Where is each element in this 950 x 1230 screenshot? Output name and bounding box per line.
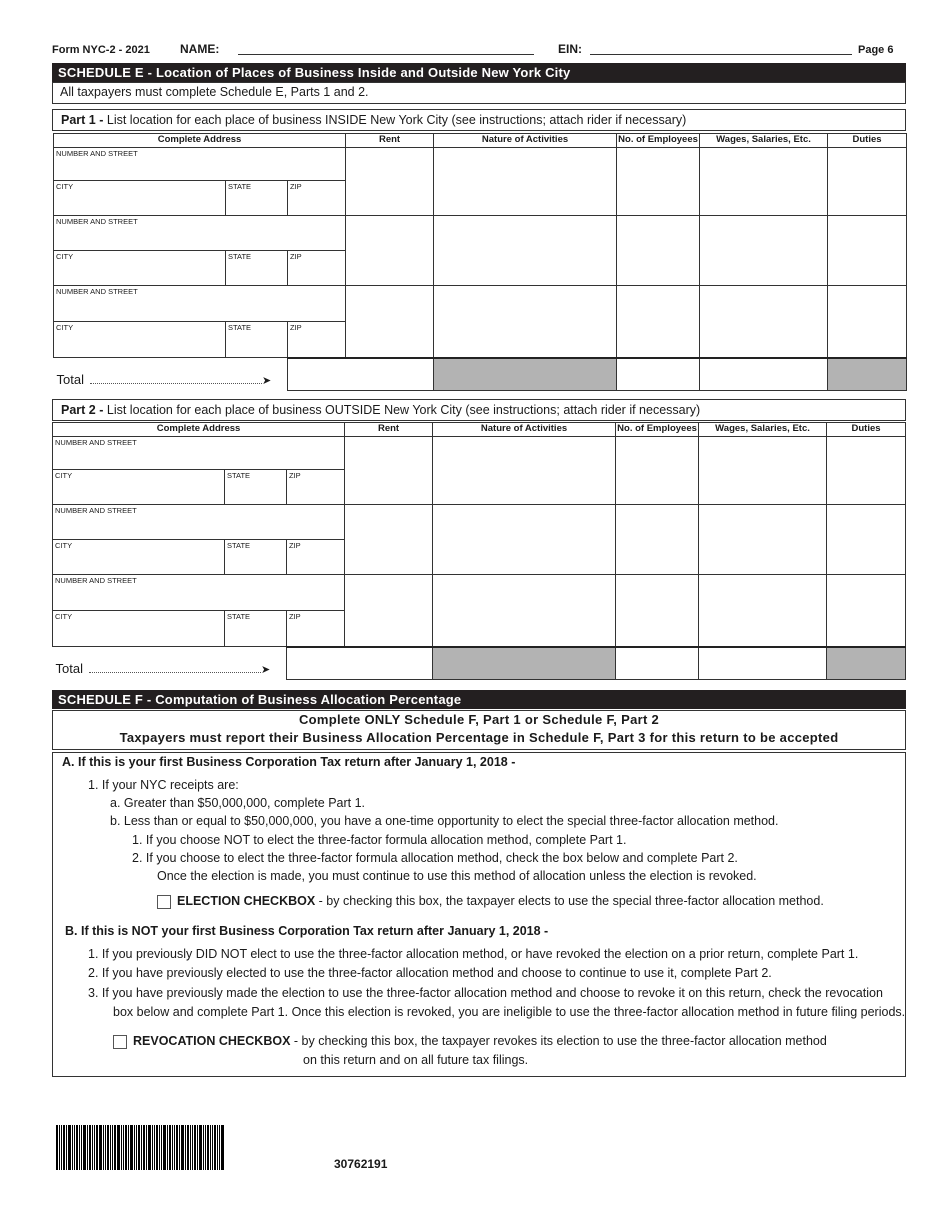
zip-field[interactable]: ZIP bbox=[287, 470, 345, 505]
city-field[interactable]: CITY bbox=[53, 540, 225, 575]
election-row bbox=[157, 894, 824, 909]
rent-cell[interactable] bbox=[345, 575, 433, 647]
total-duties-shaded bbox=[828, 358, 907, 391]
nature-cell[interactable] bbox=[433, 505, 616, 575]
a1b2-text: 2. If you choose to elect the three-factor formula allocation method, check the box below and complete Part 2. bbox=[132, 851, 738, 865]
part2-label: Part 2 - bbox=[61, 403, 104, 417]
employees-cell[interactable] bbox=[616, 575, 699, 647]
b2-text: 2. If you have previously elected to use the three-factor allocation method and choose to continue to use it, complete Part 2. bbox=[88, 966, 772, 980]
ein-label: EIN: bbox=[558, 42, 582, 56]
street-field[interactable]: NUMBER AND STREET bbox=[54, 286, 346, 322]
col-duties: Duties bbox=[828, 134, 907, 148]
form-code: 30762191 bbox=[334, 1157, 388, 1171]
rent-cell[interactable] bbox=[346, 216, 434, 286]
col-employees: No. of Employees bbox=[616, 423, 699, 437]
nature-cell[interactable] bbox=[434, 286, 617, 358]
employees-cell[interactable] bbox=[616, 437, 699, 505]
total-label-cell: Total ➤ bbox=[54, 358, 288, 391]
col-duties: Duties bbox=[827, 423, 906, 437]
wages-cell[interactable] bbox=[699, 575, 827, 647]
state-field[interactable]: STATE bbox=[226, 251, 288, 286]
schedule-f-title: SCHEDULE F - Computation of Business Allocation Percentage bbox=[52, 690, 906, 709]
wages-cell[interactable] bbox=[700, 148, 828, 216]
col-wages: Wages, Salaries, Etc. bbox=[700, 134, 828, 148]
state-field[interactable]: STATE bbox=[225, 470, 287, 505]
col-nature: Nature of Activities bbox=[433, 423, 616, 437]
revocation-label: REVOCATION CHECKBOX bbox=[133, 1034, 291, 1048]
street-field[interactable]: NUMBER AND STREET bbox=[53, 575, 345, 611]
total-nature-shaded bbox=[433, 647, 616, 680]
nature-cell[interactable] bbox=[434, 216, 617, 286]
zip-field[interactable]: ZIP bbox=[287, 611, 345, 647]
section-b-heading: B. If this is NOT your first Business Corporation Tax return after January 1, 2018 - bbox=[65, 924, 549, 938]
section-a-heading: A. If this is your first Business Corporation Tax return after January 1, 2018 - bbox=[62, 755, 516, 769]
total-wages-field[interactable] bbox=[700, 358, 828, 391]
employees-cell[interactable] bbox=[616, 505, 699, 575]
election-label: ELECTION CHECKBOX bbox=[177, 894, 316, 908]
rent-cell[interactable] bbox=[345, 505, 433, 575]
col-wages: Wages, Salaries, Etc. bbox=[699, 423, 827, 437]
wages-cell[interactable] bbox=[700, 286, 828, 358]
schedule-f-body bbox=[52, 752, 906, 1077]
employees-cell[interactable] bbox=[617, 286, 700, 358]
a1a-text: a. Greater than $50,000,000, complete Part 1. bbox=[110, 796, 366, 810]
page-number: Page 6 bbox=[858, 44, 894, 56]
banner-line-2: Taxpayers must report their Business Allocation Percentage in Schedule F, Part 3 for this return to be accepted bbox=[119, 730, 839, 745]
part2-title bbox=[52, 399, 906, 421]
col-complete-address: Complete Address bbox=[53, 423, 345, 437]
revocation-description: - by checking this box, the taxpayer revokes its election to use the three-factor allocation method bbox=[290, 1034, 827, 1048]
form-id: Form NYC-2 - 2021 bbox=[52, 44, 150, 56]
city-field[interactable]: CITY bbox=[53, 611, 225, 647]
ein-field[interactable] bbox=[590, 43, 852, 55]
wages-cell[interactable] bbox=[699, 437, 827, 505]
employees-cell[interactable] bbox=[617, 148, 700, 216]
revocation-checkbox[interactable] bbox=[113, 1035, 127, 1049]
name-field[interactable] bbox=[238, 43, 534, 55]
duties-cell[interactable] bbox=[828, 216, 907, 286]
street-field[interactable]: NUMBER AND STREET bbox=[53, 437, 345, 470]
total-duties-shaded bbox=[827, 647, 906, 680]
election-description: - by checking this box, the taxpayer elects to use the special three-factor allocation method. bbox=[315, 894, 824, 908]
zip-field[interactable]: ZIP bbox=[288, 181, 346, 216]
a1b-text: b. Less than or equal to $50,000,000, you have a one-time opportunity to elect the special three-factor allocation method. bbox=[110, 814, 779, 828]
wages-cell[interactable] bbox=[700, 216, 828, 286]
part1-text: List location for each place of business INSIDE New York City (see instructions; attach rider if necessary) bbox=[103, 113, 687, 127]
col-rent: Rent bbox=[345, 423, 433, 437]
total-rent-field[interactable] bbox=[287, 647, 433, 680]
duties-cell[interactable] bbox=[828, 286, 907, 358]
zip-field[interactable]: ZIP bbox=[287, 540, 345, 575]
revocation-row bbox=[113, 1034, 827, 1049]
employees-cell[interactable] bbox=[617, 216, 700, 286]
part1-table bbox=[53, 133, 907, 391]
b1-text: 1. If you previously DID NOT elect to use the three-factor allocation method, or have revoked the election on a prior return, complete Part 1. bbox=[88, 947, 859, 961]
part1-label: Part 1 - bbox=[61, 113, 104, 127]
zip-field[interactable]: ZIP bbox=[288, 322, 346, 358]
wages-cell[interactable] bbox=[699, 505, 827, 575]
zip-field[interactable]: ZIP bbox=[288, 251, 346, 286]
election-checkbox[interactable] bbox=[157, 895, 171, 909]
col-employees: No. of Employees bbox=[617, 134, 700, 148]
part1-title bbox=[52, 109, 906, 131]
a1b1-text: 1. If you choose NOT to elect the three-factor formula allocation method, complete Part 1. bbox=[132, 833, 627, 847]
schedule-e-title: SCHEDULE E - Location of Places of Business Inside and Outside New York City bbox=[52, 63, 906, 82]
city-field[interactable]: CITY bbox=[54, 251, 226, 286]
b3-text: 3. If you have previously made the election to use the three-factor allocation method and choose to revoke it on this return, check the revocation bbox=[88, 986, 883, 1000]
revocation-continuation: on this return and on all future tax filings. bbox=[303, 1053, 529, 1067]
col-nature: Nature of Activities bbox=[434, 134, 617, 148]
total-wages-field[interactable] bbox=[699, 647, 827, 680]
rent-cell[interactable] bbox=[346, 148, 434, 216]
state-field[interactable]: STATE bbox=[226, 322, 288, 358]
city-field[interactable]: CITY bbox=[53, 470, 225, 505]
a1b2-continuation: Once the election is made, you must continue to use this method of allocation unless the election is revoked. bbox=[157, 869, 757, 883]
total-employees-field[interactable] bbox=[617, 358, 700, 391]
part2-text: List location for each place of business OUTSIDE New York City (see instructions; attach rider if necessary) bbox=[103, 403, 701, 417]
total-label-cell: Total ➤ bbox=[53, 647, 287, 680]
rent-cell[interactable] bbox=[346, 286, 434, 358]
street-field[interactable]: NUMBER AND STREET bbox=[54, 148, 346, 181]
city-field[interactable]: CITY bbox=[54, 322, 226, 358]
total-employees-field[interactable] bbox=[616, 647, 699, 680]
barcode bbox=[56, 1125, 225, 1170]
street-field[interactable]: NUMBER AND STREET bbox=[53, 505, 345, 540]
nature-cell[interactable] bbox=[434, 148, 617, 216]
nature-cell[interactable] bbox=[433, 437, 616, 505]
col-complete-address: Complete Address bbox=[54, 134, 346, 148]
duties-cell[interactable] bbox=[828, 148, 907, 216]
rent-cell[interactable] bbox=[345, 437, 433, 505]
banner-line-1: Complete ONLY Schedule F, Part 1 or Schedule F, Part 2 bbox=[298, 712, 660, 727]
b3-continuation: box below and complete Part 1. Once this election is revoked, you are ineligible to use the three-factor allocation method in future filing periods. bbox=[113, 1005, 906, 1019]
a1-text: 1. If your NYC receipts are: bbox=[88, 778, 239, 792]
duties-cell[interactable] bbox=[827, 575, 906, 647]
state-field[interactable]: STATE bbox=[225, 611, 287, 647]
col-rent: Rent bbox=[346, 134, 434, 148]
schedule-e-instruction: All taxpayers must complete Schedule E, Parts 1 and 2. bbox=[52, 82, 906, 104]
nature-cell[interactable] bbox=[433, 575, 616, 647]
city-field[interactable]: CITY bbox=[54, 181, 226, 216]
state-field[interactable]: STATE bbox=[226, 181, 288, 216]
state-field[interactable]: STATE bbox=[225, 540, 287, 575]
street-field[interactable]: NUMBER AND STREET bbox=[54, 216, 346, 251]
total-nature-shaded bbox=[434, 358, 617, 391]
total-rent-field[interactable] bbox=[288, 358, 434, 391]
part2-table bbox=[52, 422, 906, 680]
duties-cell[interactable] bbox=[827, 505, 906, 575]
name-label: NAME: bbox=[180, 42, 220, 56]
duties-cell[interactable] bbox=[827, 437, 906, 505]
schedule-f-banner bbox=[52, 710, 906, 750]
